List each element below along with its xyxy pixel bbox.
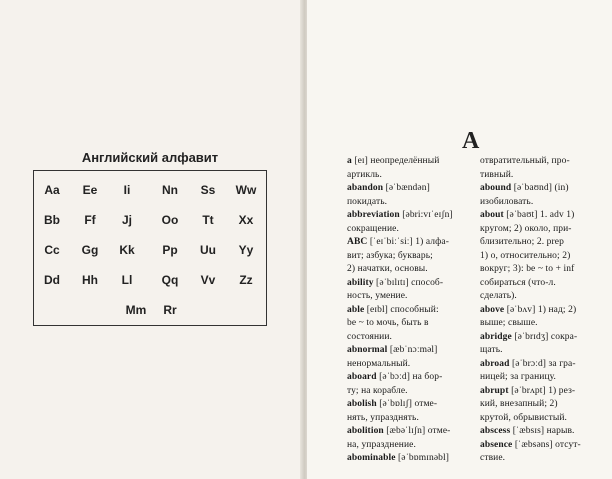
alphabet-letter: Rr	[163, 303, 177, 317]
entry-text: состоянии.	[347, 331, 393, 342]
entry-text: кругом; 2) около, при-	[480, 223, 572, 234]
dictionary-line	[347, 344, 477, 358]
headword: aboard	[347, 372, 377, 382]
headword: a	[347, 156, 352, 166]
alphabet-letter: Cc	[44, 243, 60, 257]
alphabet-letter: Tt	[202, 213, 214, 227]
dictionary-line	[480, 317, 600, 331]
entry-text: нять, упразднять.	[347, 412, 419, 423]
dictionary-line	[480, 385, 600, 399]
entry-text: вокруг; 3): be ~ to + inf	[480, 264, 575, 274]
dictionary-line	[480, 358, 600, 372]
section-letter: A	[462, 128, 480, 154]
headword: abbreviation	[347, 210, 400, 220]
dictionary-line	[480, 263, 600, 277]
headword: abolish	[347, 399, 377, 409]
dictionary-line	[480, 155, 600, 169]
dictionary-column-right	[480, 155, 600, 466]
dictionary-line	[347, 155, 477, 169]
alphabet-letter: Jj	[121, 213, 132, 227]
entry-text: [æbəˈlɪʃn] отме-	[383, 426, 451, 436]
dictionary-line	[347, 196, 477, 210]
dictionary-line	[480, 223, 600, 237]
dictionary-line	[347, 209, 477, 223]
dictionary-line	[480, 290, 600, 304]
alphabet-letter: Uu	[200, 243, 216, 257]
alphabet-letter: Ll	[121, 273, 133, 287]
entry-text: [əˈbrɔːd] за гра-	[509, 358, 576, 369]
entry-text: [eɪ] неопределённый	[351, 156, 440, 166]
dictionary-line	[347, 317, 477, 331]
dictionary-line	[347, 358, 477, 372]
dictionary-line	[347, 398, 477, 412]
entry-text: [eɪbl] способный:	[364, 304, 439, 315]
alphabet-letter: Yy	[238, 243, 254, 257]
dictionary-line	[347, 452, 477, 466]
dictionary-line	[480, 439, 600, 453]
dictionary-line	[347, 439, 477, 453]
alphabet-letter: Aa	[44, 183, 60, 197]
headword: abandon	[347, 183, 384, 193]
dictionary-line	[480, 250, 600, 264]
entry-text: [əˈbɔːd] на бор-	[376, 372, 443, 382]
dictionary-line	[347, 263, 477, 277]
dictionary-line	[480, 169, 600, 183]
alphabet-letter: Zz	[239, 273, 253, 287]
dictionary-line	[480, 182, 600, 196]
dictionary-line	[480, 344, 600, 358]
headword: ability	[347, 277, 374, 288]
headword: abolition	[347, 426, 384, 436]
dictionary-line	[480, 209, 600, 223]
dictionary-line	[347, 250, 477, 264]
alphabet-letter: Ee	[82, 183, 98, 197]
entry-text: крутой, обрывистый.	[480, 412, 567, 423]
dictionary-line	[480, 452, 600, 466]
entry-text: [ˈæbsɪs] нарыв.	[510, 426, 575, 436]
alphabet-letter: Ff	[84, 213, 96, 227]
headword: abroad	[480, 358, 510, 369]
entry-text: [əˈbɪlɪtɪ] способ-	[373, 277, 444, 288]
alphabet-letter: Qq	[161, 273, 179, 287]
dictionary-line	[480, 304, 600, 318]
entry-text: [ˈeɪˈbiːˈsiː] 1) алфа-	[367, 237, 449, 247]
entry-text: [ˈæbsəns] отсут-	[512, 439, 581, 450]
alphabet-letter: Ww	[235, 183, 257, 197]
alphabet-letter: Nn	[162, 183, 178, 197]
alphabet-letter: Vv	[200, 273, 216, 287]
entry-text: [əbri:vɪˈeɪʃn]	[399, 210, 453, 220]
headword: absence	[480, 439, 513, 450]
dictionary-line	[347, 182, 477, 196]
dictionary-line	[347, 236, 477, 250]
dictionary-line	[480, 412, 600, 426]
dictionary-line	[347, 169, 477, 183]
entry-text: кий, внезапный; 2)	[480, 399, 558, 409]
alphabet-letter: Xx	[238, 213, 254, 227]
dictionary-line	[347, 290, 477, 304]
entry-text: [æbˈnɔːməl]	[387, 345, 438, 355]
entry-text: щать.	[480, 345, 503, 355]
entry-text: на, упразднение.	[347, 439, 416, 450]
entry-text: артикль.	[347, 169, 382, 180]
entry-text: [əˈbɒlɪʃ] отме-	[376, 399, 438, 409]
entry-text: [əˈbʌv] 1) над; 2)	[504, 304, 577, 315]
entry-text: ту; на корабле.	[347, 385, 408, 396]
headword: abominable	[347, 453, 396, 463]
entry-text: [əˈbrɪdʒ] сокра-	[511, 331, 578, 342]
entry-text: ненормальный.	[347, 358, 411, 369]
alphabet-letter: Oo	[161, 213, 179, 227]
dictionary-line	[347, 371, 477, 385]
dictionary-line	[480, 331, 600, 345]
headword: abnormal	[347, 345, 388, 355]
dictionary-column-left	[347, 155, 477, 466]
dictionary-line	[347, 425, 477, 439]
alphabet-letter: Mm	[125, 303, 147, 317]
entry-text: [əˈbrʌpt] 1) рез-	[508, 385, 576, 396]
entry-text: собираться (что-л.	[480, 277, 556, 288]
headword: abound	[480, 183, 512, 193]
alphabet-letter: Ss	[200, 183, 216, 197]
headword: ABC	[347, 237, 368, 247]
entry-text: ницей; за границу.	[480, 372, 557, 382]
dictionary-line	[480, 425, 600, 439]
alphabet-letter: Bb	[44, 213, 60, 227]
entry-text: [əˈbaʊt] 1. adv 1)	[503, 210, 575, 220]
dictionary-line	[480, 196, 600, 210]
entry-text: тивный.	[480, 169, 514, 180]
entry-text: [əˈbɒmɪnəbl]	[395, 453, 450, 463]
alphabet-letter: Pp	[162, 243, 178, 257]
left-page	[0, 0, 303, 479]
dictionary-line	[347, 385, 477, 399]
entry-text: 2) начатки, основы.	[347, 264, 428, 274]
entry-text: ность, умение.	[347, 291, 408, 301]
dictionary-line	[347, 277, 477, 291]
entry-text: близительно; 2. prep	[480, 237, 564, 247]
entry-text: выше; свыше.	[480, 318, 538, 328]
dictionary-line	[480, 371, 600, 385]
entry-text: сокращение.	[347, 223, 399, 234]
headword: able	[347, 304, 365, 315]
dictionary-line	[480, 277, 600, 291]
alphabet-letter: Hh	[82, 273, 98, 287]
alphabet-letter: Dd	[44, 273, 60, 287]
entry-text: [əˈbændən]	[383, 183, 430, 193]
entry-text: [əˈbaʊnd] (in)	[511, 183, 569, 193]
alphabet-letter: Gg	[81, 243, 99, 257]
headword: abscess	[480, 426, 511, 436]
dictionary-line	[347, 412, 477, 426]
entry-text: отвратительный, про-	[480, 156, 570, 166]
entry-text: вит; азбука; букварь;	[347, 250, 433, 261]
entry-text: изобиловать.	[480, 196, 534, 207]
alphabet-title: Английский алфавит	[81, 150, 219, 165]
dictionary-line	[347, 331, 477, 345]
entry-text: сделать).	[480, 291, 517, 301]
headword: abridge	[480, 331, 512, 342]
dictionary-line	[480, 398, 600, 412]
dictionary-line	[480, 236, 600, 250]
dictionary-line	[347, 223, 477, 237]
entry-text: ствие.	[480, 453, 506, 463]
headword: about	[480, 210, 504, 220]
headword: above	[480, 304, 505, 315]
alphabet-letter: Ii	[123, 183, 131, 197]
headword: abrupt	[480, 385, 509, 396]
entry-text: 1) о, относительно; 2)	[480, 250, 571, 261]
entry-text: покидать.	[347, 196, 388, 207]
entry-text: be ~ to мочь, быть в	[347, 318, 429, 328]
alphabet-letter: Kk	[119, 243, 135, 257]
dictionary-line	[347, 304, 477, 318]
